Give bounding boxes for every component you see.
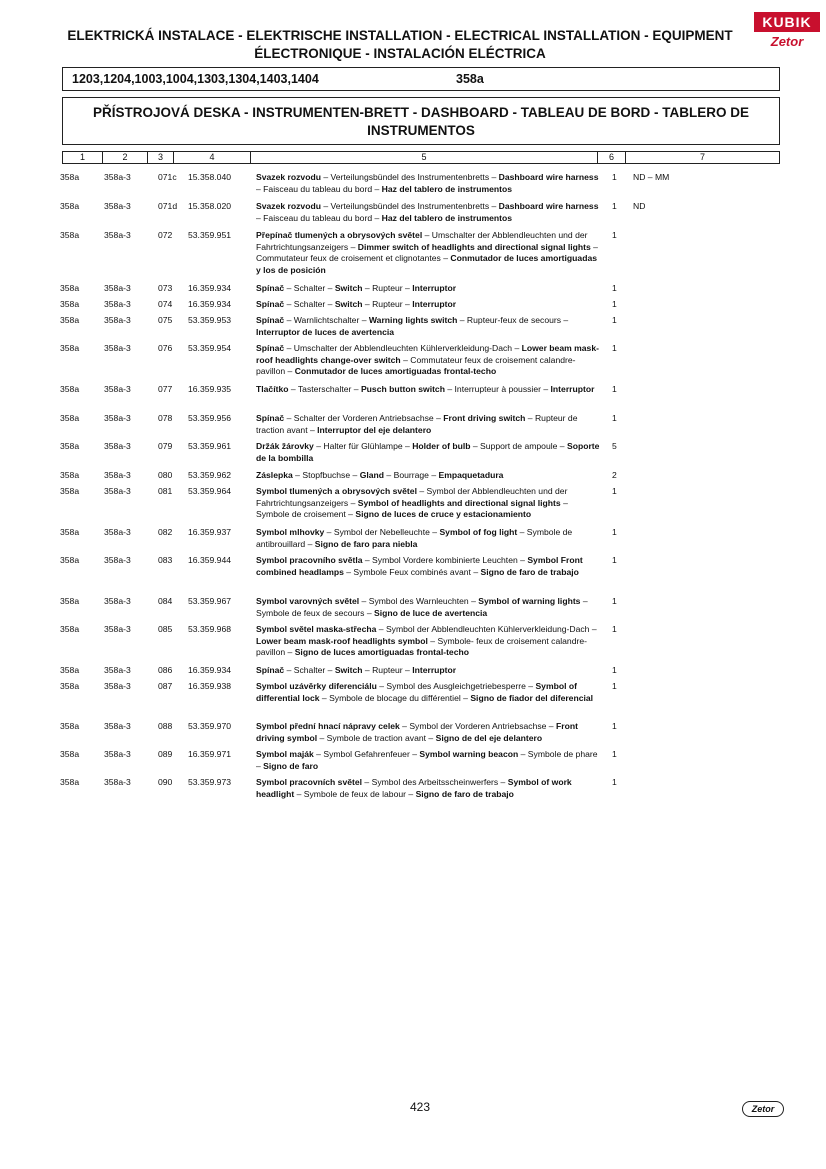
section-title-line-1: PŘÍSTROJOVÁ DESKA - INSTRUMENTEN-BRETT - DASHBOARD - TABLEAU DE BORD - TABLERO DE [93, 105, 749, 120]
description-term-bold: Spínač [256, 299, 285, 309]
description-term-bold: Symbol pracovních světel [256, 777, 363, 787]
description-term-bold: Warning lights switch [368, 315, 458, 325]
description-term: – Rupteur de traction avant – [256, 413, 578, 435]
part-description [256, 527, 601, 550]
description-term: – Schalter – [284, 665, 335, 675]
part-number: 53.359.954 [188, 343, 232, 353]
quantity: 1 [612, 749, 617, 759]
description-term: – Faisceau du tableau du bord – [256, 212, 382, 223]
ref-group: 358a [60, 413, 80, 423]
description-term: – Symbole de traction avant – [317, 732, 436, 743]
note: ND [633, 201, 646, 211]
description-term-bold: Signo de luces amortiguadas frontal-techo [294, 647, 469, 658]
description-term-bold: Signo de faro [263, 760, 319, 771]
part-description [256, 230, 601, 276]
page-number: 423 [409, 1100, 431, 1114]
column-header-row [62, 151, 780, 164]
description-term-bold: Front driving symbol [256, 721, 578, 743]
description-term: – Commutateur feux de croisement et clignotantes – [256, 241, 598, 264]
ref-group: 358a [60, 665, 80, 675]
description-term: – Bourrage – [384, 470, 439, 480]
description-term: – Symbol der Abblendleuchten Kühlerverkleidung-Dach – [376, 624, 597, 634]
ref-group: 358a [60, 749, 80, 759]
column-header-7: 7 [699, 152, 705, 162]
part-number: 53.359.962 [188, 470, 232, 480]
part-description [256, 749, 601, 772]
column-header-3: 3 [157, 152, 163, 162]
description-term: – Symbole de phare – [256, 749, 598, 771]
kubik-zetor-logo [754, 12, 820, 68]
ref-group: 358a [60, 230, 80, 240]
part-number: 16.359.934 [188, 299, 232, 309]
position-number: 077 [158, 384, 173, 394]
description-term-bold: Dashboard wire harness [498, 172, 599, 182]
section-title [62, 97, 780, 145]
description-term-bold: Symbol maják [256, 749, 314, 759]
position-number: 090 [158, 777, 173, 787]
part-description [256, 596, 601, 619]
section-title-line-2: INSTRUMENTOS [367, 123, 475, 138]
ref-figure: 358a-3 [104, 596, 131, 606]
ref-group: 358a [60, 470, 80, 480]
part-number: 53.359.961 [188, 441, 232, 451]
description-term-bold: Symbol světel maska-střecha [256, 624, 377, 634]
part-number: 53.359.953 [188, 315, 232, 325]
part-number: 15.358.020 [188, 201, 232, 211]
quantity: 5 [612, 441, 617, 451]
description-term-bold: Přepínač tlumených a obrysových světel [256, 230, 423, 240]
part-number: 53.359.970 [188, 721, 232, 731]
ref-group: 358a [60, 201, 80, 211]
ref-figure: 358a-3 [104, 749, 131, 759]
quantity: 1 [612, 596, 617, 606]
description-term: – Schalter der Vorderen Antriebsachse – [284, 413, 444, 423]
description-term-bold: Symbol varovných světel [256, 596, 360, 606]
part-description [256, 624, 601, 659]
description-term-bold: Interruptor [550, 384, 595, 394]
position-number: 082 [158, 527, 173, 537]
description-term: – Symbole de antibrouillard – [256, 527, 573, 549]
ref-group: 358a [60, 172, 80, 182]
zetor-logo-text: Zetor [770, 34, 804, 49]
description-term: – Rupteur – [362, 299, 413, 309]
description-term: – Schalter – [284, 283, 335, 293]
ref-figure: 358a-3 [104, 470, 131, 480]
quantity: 1 [612, 343, 617, 353]
description-term-bold: Conmutador de luces amortiguadas frontal-techo [294, 366, 497, 377]
position-number: 086 [158, 665, 173, 675]
ref-figure: 358a-3 [104, 283, 131, 293]
description-term: – Symbole de feux de secours – [256, 596, 588, 618]
position-number: 078 [158, 413, 173, 423]
description-term-bold: Interruptor [412, 283, 457, 293]
description-term-bold: Spínač [256, 665, 285, 675]
description-term: – Symbol des Arbeitsscheinwerfers – [362, 777, 508, 787]
description-term: – Warnlichtschalter – [284, 315, 369, 325]
ref-figure: 358a-3 [104, 230, 131, 240]
description-term: – Symbole de croisement – [256, 497, 568, 520]
ref-group: 358a [60, 624, 80, 634]
part-number: 16.359.934 [188, 665, 232, 675]
description-term: – Symbol der Vorderen Antriebsachse – [399, 721, 556, 731]
description-term-bold: Symbol of fog light [439, 527, 518, 537]
description-term-bold: Haz del tablero de instrumentos [381, 212, 513, 223]
part-number: 53.359.968 [188, 624, 232, 634]
ref-group: 358a [60, 343, 80, 353]
position-number: 074 [158, 299, 173, 309]
description-term: – Symbole de feux de labour – [294, 788, 416, 799]
part-number: 16.359.934 [188, 283, 232, 293]
position-number: 071c [158, 172, 177, 182]
description-term-bold: Spínač [256, 343, 285, 353]
part-description [256, 777, 601, 800]
description-term-bold: Symbol of differential lock [256, 681, 577, 703]
ref-group: 358a [60, 527, 80, 537]
position-number: 084 [158, 596, 173, 606]
quantity: 1 [612, 486, 617, 496]
description-term-bold: Dashboard wire harness [498, 201, 599, 211]
quantity: 1 [612, 665, 617, 675]
quantity: 1 [612, 283, 617, 293]
description-term-bold: Svazek rozvodu [256, 201, 321, 211]
description-term-bold: Symbol mlhovky [256, 527, 325, 537]
description-term-bold: Symbol Front combined headlamps [256, 555, 583, 577]
description-term: – Schalter – [284, 299, 335, 309]
ref-figure: 358a-3 [104, 441, 131, 451]
ref-figure: 358a-3 [104, 201, 131, 211]
ref-group: 358a [60, 596, 80, 606]
description-term-bold: Symbol tlumených a obrysových světel [256, 486, 417, 496]
description-term-bold: Interruptor del eje delantero [317, 424, 432, 435]
ref-group: 358a [60, 721, 80, 731]
part-description [256, 486, 601, 521]
quantity: 1 [612, 384, 617, 394]
ref-group: 358a [60, 441, 80, 451]
ref-group: 358a [60, 315, 80, 325]
description-term: – Rupteur-feux de secours – [457, 315, 569, 325]
part-number: 53.359.964 [188, 486, 232, 496]
description-term-bold: Switch [334, 665, 363, 675]
column-header-5: 5 [421, 152, 427, 162]
description-term: – Commutateur feux de croisement calandre-pavillon – [256, 354, 576, 377]
document-title [40, 27, 760, 63]
description-term-bold: Signo de luce de avertencia [374, 607, 488, 618]
quantity: 1 [612, 230, 617, 240]
quantity: 1 [612, 201, 617, 211]
ref-figure: 358a-3 [104, 486, 131, 496]
ref-group: 358a [60, 299, 80, 309]
description-term-bold: Držák žárovky [256, 441, 314, 451]
position-number: 085 [158, 624, 173, 634]
part-description [256, 665, 601, 677]
ref-figure: 358a-3 [104, 721, 131, 731]
position-number: 087 [158, 681, 173, 691]
description-term: – Symbol Gefahrenfeuer – [313, 749, 420, 759]
part-description [256, 413, 601, 436]
description-term-bold: Empaquetadura [438, 470, 504, 480]
quantity: 2 [612, 470, 617, 480]
description-term-bold: Signo de del eje delantero [435, 732, 543, 743]
description-term: – Symbole- feux de croisement calandre-pavillon – [256, 635, 587, 658]
quantity: 1 [612, 527, 617, 537]
position-number: 080 [158, 470, 173, 480]
position-number: 081 [158, 486, 173, 496]
part-number: 15.358.040 [188, 172, 232, 182]
description-term-bold: Spínač [256, 315, 285, 325]
description-term: – Symbol der Nebelleuchte – [324, 527, 440, 537]
part-description [256, 681, 601, 704]
description-term-bold: Switch [334, 299, 363, 309]
description-term: – Umschalter der Abblendleuchten und der Fahrtrichtungsanzeigers – [256, 230, 588, 252]
position-number: 076 [158, 343, 173, 353]
ref-group: 358a [60, 283, 80, 293]
group-code: 358a [456, 72, 484, 86]
description-term-bold: Signo de luces de cruce y estacionamiento [355, 509, 532, 520]
part-description [256, 299, 601, 311]
description-term: – Rupteur – [362, 665, 413, 675]
ref-figure: 358a-3 [104, 384, 131, 394]
description-term-bold: Holder of bulb [412, 441, 471, 451]
description-term-bold: Lower beam mask-roof headlights symbol [256, 635, 428, 646]
part-description [256, 470, 601, 482]
part-description [256, 201, 601, 224]
description-term-bold: Spínač [256, 283, 285, 293]
position-number: 075 [158, 315, 173, 325]
models-bar [62, 67, 780, 91]
quantity: 1 [612, 299, 617, 309]
description-term: – Verteilungsbündel des Instrumentenbretts – [320, 201, 499, 211]
part-description [256, 441, 601, 464]
column-header-2: 2 [122, 152, 128, 162]
description-term: – Symbol Vordere kombinierte Leuchten – [362, 555, 528, 565]
quantity: 1 [612, 624, 617, 634]
ref-figure: 358a-3 [104, 315, 131, 325]
part-number: 16.359.938 [188, 681, 232, 691]
ref-figure: 358a-3 [104, 172, 131, 182]
column-header-6: 6 [608, 152, 614, 162]
ref-figure: 358a-3 [104, 777, 131, 787]
description-term: – Interrupteur à poussier – [444, 384, 551, 394]
description-term: – Symbole de blocage du différentiel – [319, 692, 471, 703]
description-term: – Symbole Feux combinés avant – [343, 566, 481, 577]
description-term-bold: Front driving switch [443, 413, 526, 423]
description-term-bold: Interruptor [412, 665, 457, 675]
description-term: – Symbol der Abblendleuchten und der Fahrtrichtungsanzeigers – [256, 486, 568, 508]
ref-figure: 358a-3 [104, 624, 131, 634]
part-description [256, 555, 601, 578]
part-number: 53.359.967 [188, 596, 232, 606]
description-term: – Symbol des Warnleuchten – [359, 596, 479, 606]
quantity: 1 [612, 172, 617, 182]
position-number: 071d [158, 201, 178, 211]
position-number: 073 [158, 283, 173, 293]
description-term-bold: Záslepka [256, 470, 293, 480]
ref-group: 358a [60, 384, 80, 394]
description-term-bold: Symbol of warning lights [478, 596, 581, 606]
ref-figure: 358a-3 [104, 665, 131, 675]
description-term-bold: Symbol uzávěrky diferenciálu [256, 681, 377, 691]
description-term-bold: Symbol of headlights and directional signal lights [357, 497, 561, 508]
position-number: 083 [158, 555, 173, 565]
description-term-bold: Interruptor [412, 299, 457, 309]
quantity: 1 [612, 413, 617, 423]
description-term: – Symbol des Ausgleichgetriebesperre – [376, 681, 536, 691]
ref-group: 358a [60, 555, 80, 565]
column-header-4: 4 [209, 152, 215, 162]
description-term-bold: Symbol pracovního světla [256, 555, 363, 565]
kubik-logo-text: KUBIK [754, 12, 820, 32]
description-term-bold: Signo de faro para niebla [314, 538, 418, 549]
position-number: 079 [158, 441, 173, 451]
description-term-bold: Signo de faro de trabajo [415, 788, 514, 799]
description-term: – Tasterschalter – [288, 384, 361, 394]
note: ND – MM [633, 172, 670, 182]
quantity: 1 [612, 315, 617, 325]
ref-figure: 358a-3 [104, 343, 131, 353]
description-term-bold: Symbol přední hnací nápravy celek [256, 721, 400, 731]
description-term: – Umschalter der Abblendleuchten Kühlerverkleidung-Dach – [284, 343, 522, 353]
part-number: 16.359.937 [188, 527, 232, 537]
description-term: – Rupteur – [362, 283, 413, 293]
description-term-bold: Haz del tablero de instrumentos [381, 183, 513, 194]
footer-zetor-logo: Zetor [742, 1101, 784, 1117]
title-line-1: ELEKTRICKÁ INSTALACE - ELEKTRISCHE INSTALLATION - ELECTRICAL INSTALLATION - EQUIPMENT [67, 28, 733, 43]
quantity: 1 [612, 681, 617, 691]
part-number: 53.359.951 [188, 230, 232, 240]
description-term-bold: Svazek rozvodu [256, 172, 321, 182]
part-number: 16.359.944 [188, 555, 232, 565]
description-term: – Halter für Glühlampe – [313, 441, 413, 451]
part-description [256, 172, 601, 195]
model-list: 1203,1204,1003,1004,1303,1304,1403,1404 [72, 72, 319, 86]
description-term-bold: Gland [359, 470, 385, 480]
description-term-bold: Signo de faro de trabajo [480, 566, 579, 577]
title-line-2: ÉLECTRONIQUE - INSTALACIÓN ELÉCTRICA [254, 46, 546, 61]
description-term-bold: Pusch button switch [360, 384, 445, 394]
description-term-bold: Switch [334, 283, 363, 293]
column-header-1: 1 [79, 152, 85, 162]
part-description [256, 343, 601, 378]
quantity: 1 [612, 555, 617, 565]
part-description [256, 315, 601, 338]
description-term: – Support de ampoule – [470, 441, 567, 451]
part-description [256, 384, 601, 396]
ref-group: 358a [60, 486, 80, 496]
ref-figure: 358a-3 [104, 413, 131, 423]
description-term-bold: Lower beam mask-roof headlights change-over switch [256, 343, 599, 365]
position-number: 088 [158, 721, 173, 731]
part-number: 53.359.956 [188, 413, 232, 423]
description-term-bold: Conmutador de luces amortiguadas y los de posición [256, 253, 598, 275]
description-term-bold: Symbol warning beacon [419, 749, 519, 759]
ref-group: 358a [60, 777, 80, 787]
description-term-bold: Spínač [256, 413, 285, 423]
ref-figure: 358a-3 [104, 555, 131, 565]
description-term-bold: Interruptor de luces de avertencia [256, 326, 395, 337]
description-term-bold: Soporte de la bombilla [256, 441, 600, 463]
ref-group: 358a [60, 681, 80, 691]
description-term-bold: Tlačítko [256, 384, 289, 394]
description-term-bold: Dimmer switch of headlights and directional signal lights [357, 241, 591, 252]
part-description [256, 283, 601, 295]
part-number: 16.359.935 [188, 384, 232, 394]
position-number: 072 [158, 230, 173, 240]
description-term-bold: Symbol of work headlight [256, 777, 572, 799]
description-term: – Faisceau du tableau du bord – [256, 183, 382, 194]
ref-figure: 358a-3 [104, 681, 131, 691]
quantity: 1 [612, 777, 617, 787]
ref-figure: 358a-3 [104, 527, 131, 537]
description-term-bold: Signo de fiador del diferencial [470, 692, 594, 703]
part-number: 16.359.971 [188, 749, 232, 759]
description-term: – Verteilungsbündel des Instrumentenbretts – [320, 172, 499, 182]
ref-figure: 358a-3 [104, 299, 131, 309]
description-term: – Stopfbuchse – [292, 470, 360, 480]
position-number: 089 [158, 749, 173, 759]
quantity: 1 [612, 721, 617, 731]
part-number: 53.359.973 [188, 777, 232, 787]
part-description [256, 721, 601, 744]
